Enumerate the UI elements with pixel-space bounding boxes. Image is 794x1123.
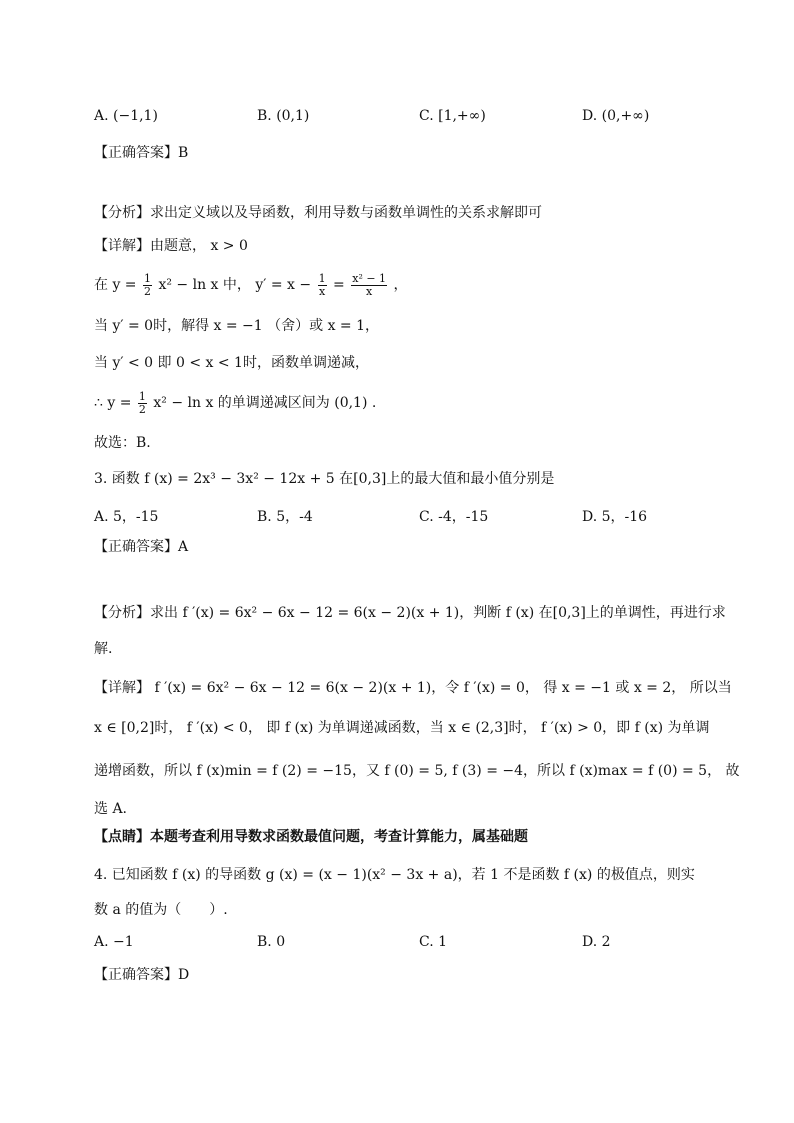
q2-frac-1	[143, 273, 152, 298]
frac1-den: 2	[144, 284, 151, 298]
q3-comment: 【点睛】本题考查利用导数求函数最值问题，考查计算能力，属基础题	[94, 829, 528, 845]
q2-frac-2	[318, 273, 327, 298]
q2-frac-3	[351, 273, 387, 298]
q2-options	[94, 105, 714, 127]
frac2-den: x	[318, 284, 326, 298]
q2-option-a: A. (−1,1)	[94, 108, 158, 124]
q3-answer: 【正确答案】A	[94, 539, 189, 555]
q4-stem-line2: 数 a 的值为（ ）.	[94, 902, 228, 918]
q3-option-a: A. 5，-15	[94, 509, 159, 525]
q3-stem: 3. 函数 f (x) = 2x³ − 3x² − 12x + 5 在[0,3]上的最大值和最小值分别是	[94, 471, 555, 487]
q4-option-a: A. −1	[94, 934, 134, 950]
q2-analysis: 【分析】求出定义域以及导函数，利用导数与函数单调性的关系求解即可	[94, 205, 542, 221]
q3-option-b: B. 5，-4	[257, 509, 313, 525]
q2-detail-head: 【详解】由题意， x > 0	[94, 238, 248, 254]
q3-option-c: C. -4，-15	[419, 509, 489, 525]
q3-detail-line4: 选 A.	[94, 801, 128, 817]
q4-answer: 【正确答案】D	[94, 967, 190, 983]
q2-derivative-line	[94, 268, 408, 302]
q2-answer: 【正确答案】B	[94, 145, 189, 161]
q2-line1-eq: =	[333, 277, 345, 293]
q4-option-c: C. 1	[419, 934, 448, 950]
q3-analysis-line1: 【分析】求出 f ′(x) = 6x² − 6x − 12 = 6(x − 2)(x + 1)，判断 f (x) 在[0,3]上的单调性，再进行求	[94, 605, 726, 621]
q2-option-b: B. (0,1)	[257, 108, 310, 124]
frac3-den: x	[366, 284, 373, 298]
q2-option-d: D. (0,+∞)	[582, 108, 650, 124]
q2-option-c: C. [1,+∞)	[419, 108, 486, 124]
q3-detail-line2: x ∈ [0,2]时， f ′(x) < 0， 即 f (x) 为单调递减函数，当 x ∈ (2,3]时， f ′(x) > 0，即 f (x) 为单调	[94, 720, 710, 736]
q2-frac-4	[138, 391, 147, 416]
frac2-num: 1	[318, 271, 326, 285]
frac4-num: 1	[138, 389, 146, 403]
q3-analysis-line2: 解.	[94, 641, 113, 657]
q4-option-d: D. 2	[582, 934, 611, 950]
q2-line1-pre: 在 y =	[94, 277, 137, 293]
q2-conclusion: 故选：B.	[94, 435, 151, 451]
q2-interval-line	[94, 386, 376, 420]
q3-detail-line3: 递增函数，所以 f (x)min = f (2) = −15，又 f (0) = 5, f (3) = −4，所以 f (x)max = f (0) = 5， 故	[94, 763, 740, 779]
q4-option-b: B. 0	[257, 934, 286, 950]
q3-detail-line1: 【详解】 f ′(x) = 6x² − 6x − 12 = 6(x − 2)(x + 1)，令 f ′(x) = 0， 得 x = −1 或 x = 2， 所以当	[94, 680, 732, 696]
q2-line3: 当 y′ < 0 即 0 < x < 1时，函数单调递减，	[94, 355, 369, 371]
q3-option-d: D. 5，-16	[582, 509, 648, 525]
q2-line1-mid: x² − ln x 中， y′ = x −	[158, 277, 312, 293]
q2-line4-post: x² − ln x 的单调递减区间为 (0,1) .	[153, 395, 377, 411]
q3-options	[94, 506, 714, 528]
q4-options	[94, 931, 714, 953]
frac4-den: 2	[138, 402, 146, 416]
q2-line1-end: ，	[393, 277, 408, 293]
frac1-num: 1	[144, 271, 151, 285]
frac3-num: x² − 1	[352, 271, 387, 285]
q2-line4-pre: ∴ y =	[94, 395, 132, 411]
q2-line2: 当 y′ = 0时，解得 x = −1 （舍）或 x = 1，	[94, 318, 380, 334]
q4-stem-line1: 4. 已知函数 f (x) 的导函数 g (x) = (x − 1)(x² − 3x + a)，若 1 不是函数 f (x) 的极值点，则实	[94, 867, 695, 883]
